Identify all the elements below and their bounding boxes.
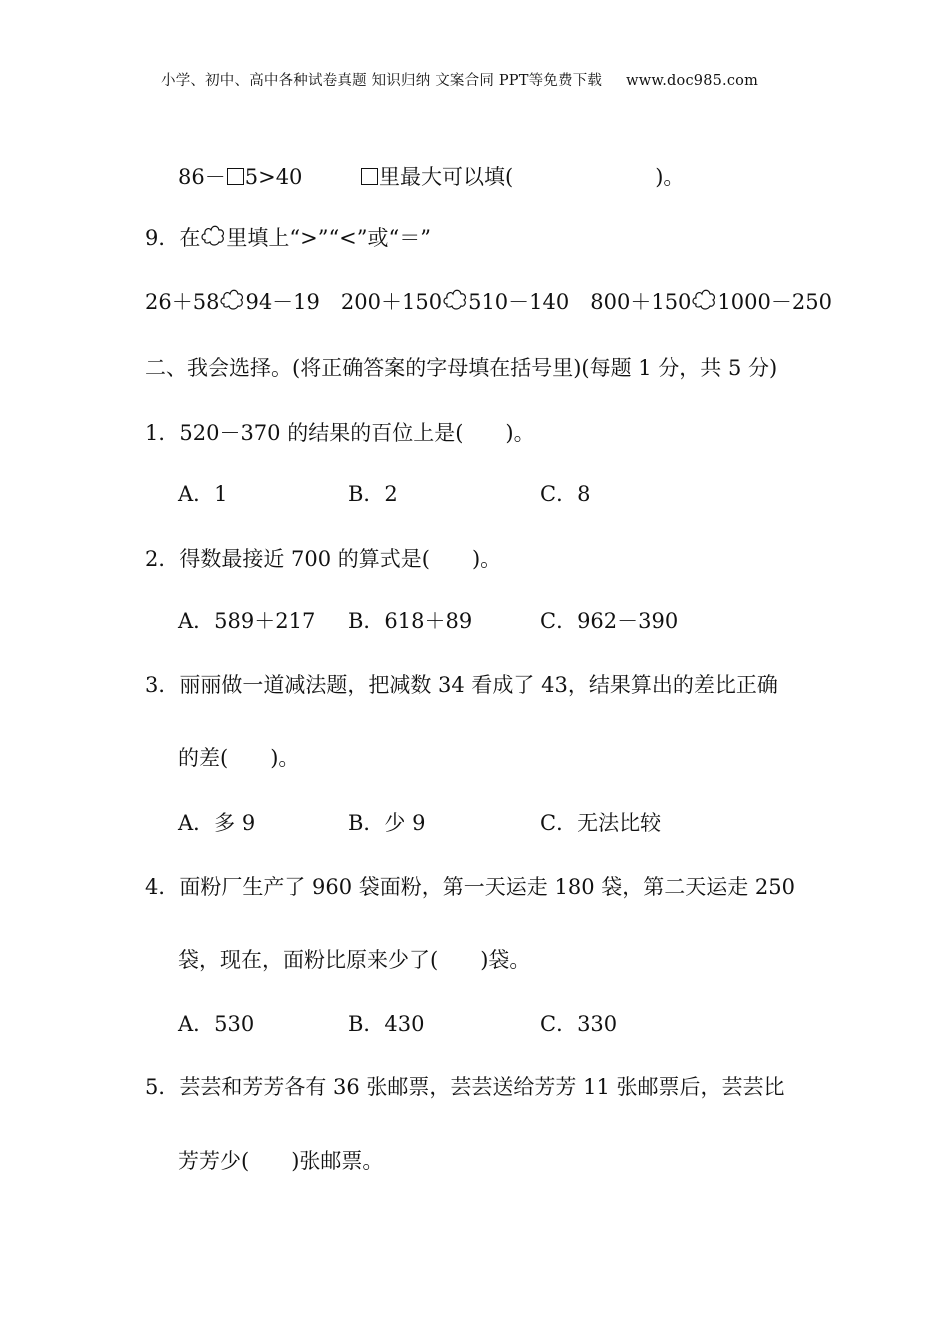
q3-option-c[interactable]: C．无法比较 (540, 811, 662, 835)
question-1: 1．520－370 的结果的百位上是( )。 (145, 421, 535, 445)
cloud-blank-icon (200, 222, 226, 250)
blank-box-icon (227, 168, 244, 185)
question-4-line-2: 袋，现在，面粉比原来少了( )袋。 (178, 948, 531, 972)
q9-stem-post: 里填上“>”“<”或“＝” (226, 226, 431, 250)
header-site: www.doc985.com (626, 73, 759, 89)
header-text: 小学、初中、高中各种试卷真题 知识归纳 文案合同 PPT等免费下载 (161, 73, 603, 89)
q4-option-c[interactable]: C．330 (540, 1012, 618, 1036)
q9-item-1-left: 26＋58 (145, 290, 220, 314)
q8-prompt-text: 里最大可以填( (379, 165, 514, 189)
q1-option-a[interactable]: A．1 (178, 482, 228, 506)
section-title: 二、我会选择。(将正确答案的字母填在括号里)(每题 1 分，共 5 分) (145, 356, 778, 380)
q8-expr-pre: 86－ (178, 165, 226, 189)
q3-option-b[interactable]: B．少 9 (348, 811, 426, 835)
q8-close: )。 (655, 165, 685, 189)
q9-item-3-right: 1000－250 (717, 290, 832, 314)
q3-option-a[interactable]: A．多 9 (178, 811, 256, 835)
q4-option-b[interactable]: B．430 (348, 1012, 425, 1036)
q9-item-1-right: 94－19 (245, 290, 320, 314)
q8-prompt (360, 164, 684, 190)
page-header (161, 68, 758, 94)
question-2: 2．得数最接近 700 的算式是( )。 (145, 547, 502, 571)
cloud-blank-icon[interactable] (442, 286, 468, 314)
q9-stem (145, 222, 431, 251)
q1-option-b[interactable]: B．2 (348, 482, 398, 506)
q1-option-c[interactable]: C．8 (540, 482, 591, 506)
q2-option-b[interactable]: B．618＋89 (348, 609, 473, 633)
question-3-line-1: 3．丽丽做一道减法题，把减数 34 看成了 43，结果算出的差比正确 (145, 673, 778, 697)
question-3-line-2: 的差( )。 (178, 746, 300, 770)
question-4-line-1: 4．面粉厂生产了 960 袋面粉，第一天运走 180 袋，第二天运走 250 (145, 875, 795, 899)
blank-box-icon (361, 168, 378, 185)
q4-option-a[interactable]: A．530 (178, 1012, 255, 1036)
q9-stem-pre: 9．在 (145, 226, 201, 250)
q8-continuation (178, 164, 302, 190)
question-5-line-1: 5．芸芸和芳芳各有 36 张邮票，芸芸送给芳芳 11 张邮票后，芸芸比 (145, 1075, 785, 1099)
q9-item-2-left: 200＋150 (340, 290, 443, 314)
cloud-blank-icon[interactable] (691, 286, 717, 314)
q8-expr-post: 5>40 (244, 165, 303, 189)
q2-option-a[interactable]: A．589＋217 (178, 609, 316, 633)
q9-items (145, 286, 832, 315)
cloud-blank-icon[interactable] (219, 286, 245, 314)
question-5-line-2: 芳芳少( )张邮票。 (178, 1149, 384, 1173)
q2-option-c[interactable]: C．962－390 (540, 609, 679, 633)
q9-item-2-right: 510－140 (468, 290, 570, 314)
q9-item-3-left: 800＋150 (590, 290, 692, 314)
